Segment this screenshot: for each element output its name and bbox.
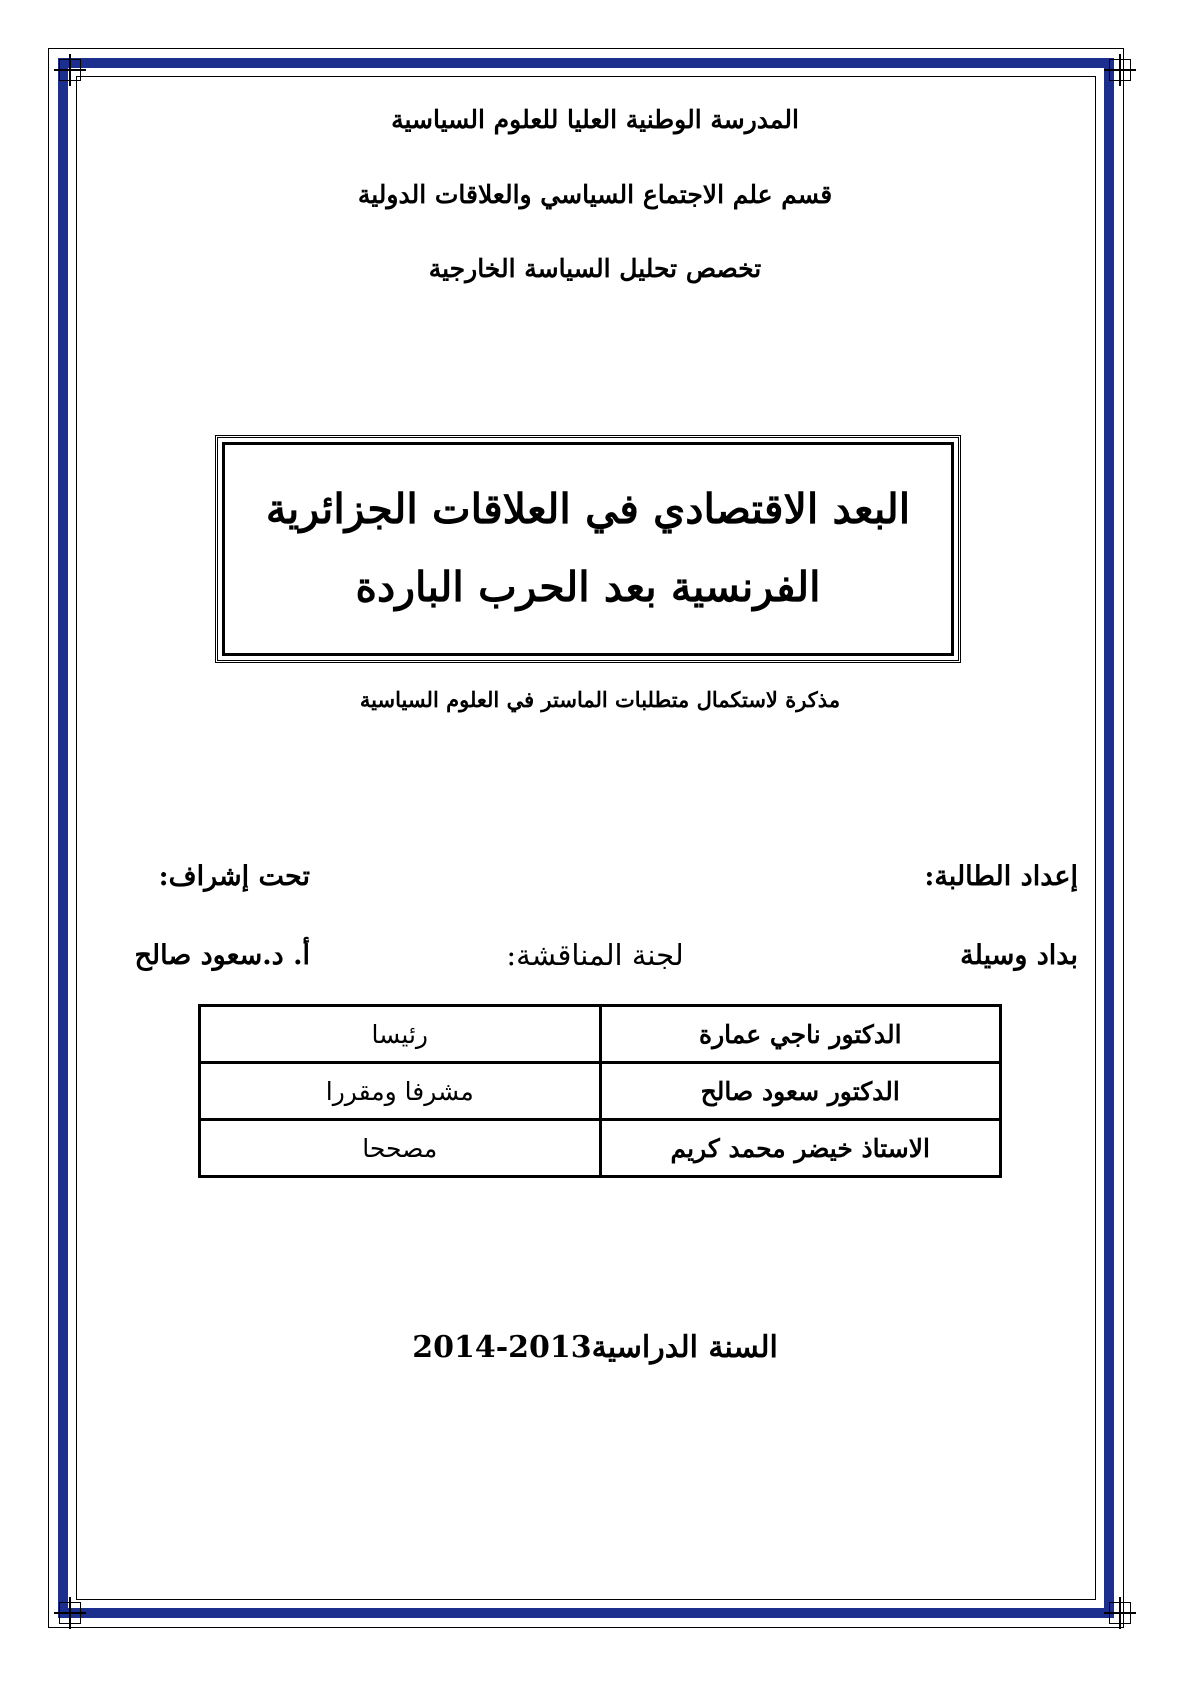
thesis-title-box (215, 435, 961, 663)
student-name: بداد وسيلة (960, 940, 1078, 971)
committee-role: مصححا (200, 1120, 601, 1177)
page-border-inner (76, 76, 1096, 1600)
thesis-title-line-2: الفرنسية بعد الحرب الباردة (355, 563, 821, 611)
table-row (200, 1006, 1001, 1063)
corner-ornament-bottom-right (1109, 1602, 1131, 1624)
committee-heading: لجنة المناقشة: (506, 938, 684, 972)
supervisor-label: تحت إشراف: (158, 861, 310, 892)
thesis-subtitle: مذكرة لاستكمال متطلبات الماستر في العلوم السياسية (359, 687, 841, 712)
table-row (200, 1063, 1001, 1120)
school-name: المدرسة الوطنية العليا للعلوم السياسية (391, 105, 799, 134)
supervisor-name: أ. د.سعود صالح (134, 940, 310, 971)
committee-member: الدكتور ناجي عمارة (600, 1006, 1001, 1063)
thesis-title-line-1: البعد الاقتصادي في العلاقات الجزائرية (265, 485, 911, 534)
committee-table (198, 1004, 1002, 1178)
thesis-title-inner (222, 442, 954, 656)
academic-year: السنة الدراسية2013-2014 (412, 1330, 778, 1365)
table-row (200, 1120, 1001, 1177)
corner-ornament-top-right (1109, 59, 1131, 81)
student-label: إعداد الطالبة: (924, 861, 1078, 892)
specialty-name: تخصص تحليل السياسة الخارجية (428, 254, 762, 283)
committee-role: رئيسا (200, 1006, 601, 1063)
committee-member: الدكتور سعود صالح (600, 1063, 1001, 1120)
department-name: قسم علم الاجتماع السياسي والعلاقات الدولية (357, 180, 833, 209)
committee-role: مشرفا ومقررا (200, 1063, 601, 1120)
corner-ornament-bottom-left (59, 1602, 81, 1624)
committee-member: الاستاذ خيضر محمد كريم (600, 1120, 1001, 1177)
corner-ornament-top-left (59, 59, 81, 81)
